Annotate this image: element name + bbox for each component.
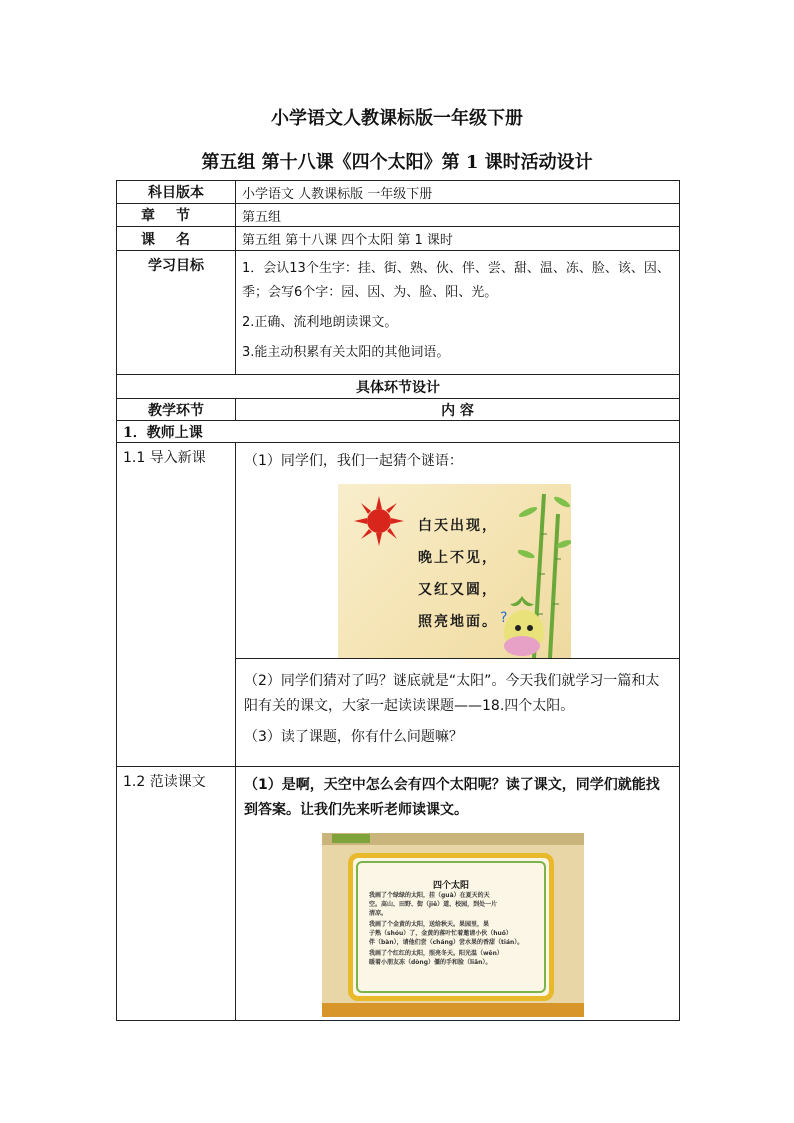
lesson-table <box>116 180 680 1021</box>
step-1-2-label: 1.2 范读课文 <box>117 767 236 1021</box>
goal-item-2: 2.正确、流利地朗读课文。 <box>242 315 398 330</box>
slide-line-2: 空。高山、田野、街（jiē）道、校园，到处一片 <box>369 901 498 908</box>
lesson-value: 第五组 第十八课 四个太阳 第 1 课时 <box>236 227 680 251</box>
step-1-1-content-b <box>236 659 680 767</box>
riddle-illustration <box>338 484 571 658</box>
slide-line-6: 伴（bàn），请他们尝（cháng）尝水果的香甜（tián）。 <box>369 939 524 946</box>
step-1-1-content-a <box>236 443 680 659</box>
edition-value: 小学语文 人教课标版 一年级下册 <box>236 181 680 204</box>
slide-tag <box>332 834 370 843</box>
slide-line-5: 子熟（shóu）了，金黄的落叶忙着邀请小伙（huǒ） <box>369 930 512 937</box>
row-column-headers <box>117 399 680 421</box>
goal-item-1: 1．会认13个生字：挂、街、熟、伙、伴、尝、甜、温、冻、脸、该、因、季；会写6个字：园、因、为、脸、阳、光。 <box>242 261 670 300</box>
chapter-label: 章节 <box>117 204 236 227</box>
step-1-1-paragraph-2: （2）同学们猜对了吗？谜底就是“太阳”。今天我们就学习一篇和太阳有关的课文，大家一起读读课题——18.四个太阳。 <box>244 673 660 714</box>
lesson-slide-image <box>322 833 584 1017</box>
row-chapter <box>117 204 680 227</box>
step-1-2-content <box>236 767 680 1021</box>
column-content-header: 内 容 <box>236 399 680 421</box>
row-design-heading <box>117 375 680 399</box>
document-title: 小学语文人教课标版一年级下册 <box>271 108 523 129</box>
riddle-line-1: 白天出现， <box>418 518 498 534</box>
step-1-1-label: 1.1 导入新课 <box>117 443 236 767</box>
lesson-label: 课名 <box>117 227 236 251</box>
goal-item-3: 3.能主动积累有关太阳的其他词语。 <box>242 345 450 360</box>
row-step-1-2 <box>117 767 680 1021</box>
step-1-2-paragraph-1: （1）是啊，天空中怎么会有四个太阳呢？读了课文，同学们就能找到答案。让我们先来听老师读课文。 <box>244 777 660 818</box>
slide-frame <box>348 853 554 1001</box>
riddle-line-3: 又红又圆， <box>418 582 498 598</box>
riddle-line-2: 晚上不见， <box>418 550 498 566</box>
step-1-1-paragraph-3: （3）读了课题，你有什么问题嘛？ <box>244 729 463 745</box>
section-1-heading: 1．教师上课 <box>117 421 680 443</box>
slide-line-3: 清凉。 <box>369 910 388 917</box>
goals-label: 学习目标 <box>117 251 236 375</box>
riddle-line-4: 照亮地面。 <box>418 614 498 630</box>
slide-line-8: 暖着小朋友冻（dòng）僵的手和脸（liǎn）。 <box>369 959 492 966</box>
sun-icon <box>354 496 404 546</box>
mascot-icon <box>496 592 548 658</box>
step-1-1-paragraph-1: （1）同学们，我们一起猜个谜语： <box>244 453 463 469</box>
row-step-1-1a <box>117 443 680 659</box>
edition-label: 科目版本 <box>117 181 236 204</box>
row-goals <box>117 251 680 375</box>
svg-text:?: ? <box>500 610 508 626</box>
slide-title: 四个太阳 <box>432 881 469 891</box>
column-step-header: 教学环节 <box>117 399 236 421</box>
design-heading: 具体环节设计 <box>117 375 680 399</box>
row-lesson <box>117 227 680 251</box>
document-subtitle: 第五组 第十八课《四个太阳》第 1 课时活动设计 <box>201 152 593 173</box>
slide-line-7: 我画了个红红的太阳，照亮冬天。阳光温（wēn） <box>369 950 503 957</box>
slide-line-4: 我画了个金黄的太阳，送给秋天。果园里，果 <box>369 921 490 928</box>
slide-line-1: 我画了个绿绿的太阳，挂（guà）在夏天的天 <box>369 892 490 899</box>
row-section-1 <box>117 421 680 443</box>
row-edition <box>117 181 680 204</box>
chapter-value: 第五组 <box>236 204 680 227</box>
goals-content <box>236 251 680 375</box>
